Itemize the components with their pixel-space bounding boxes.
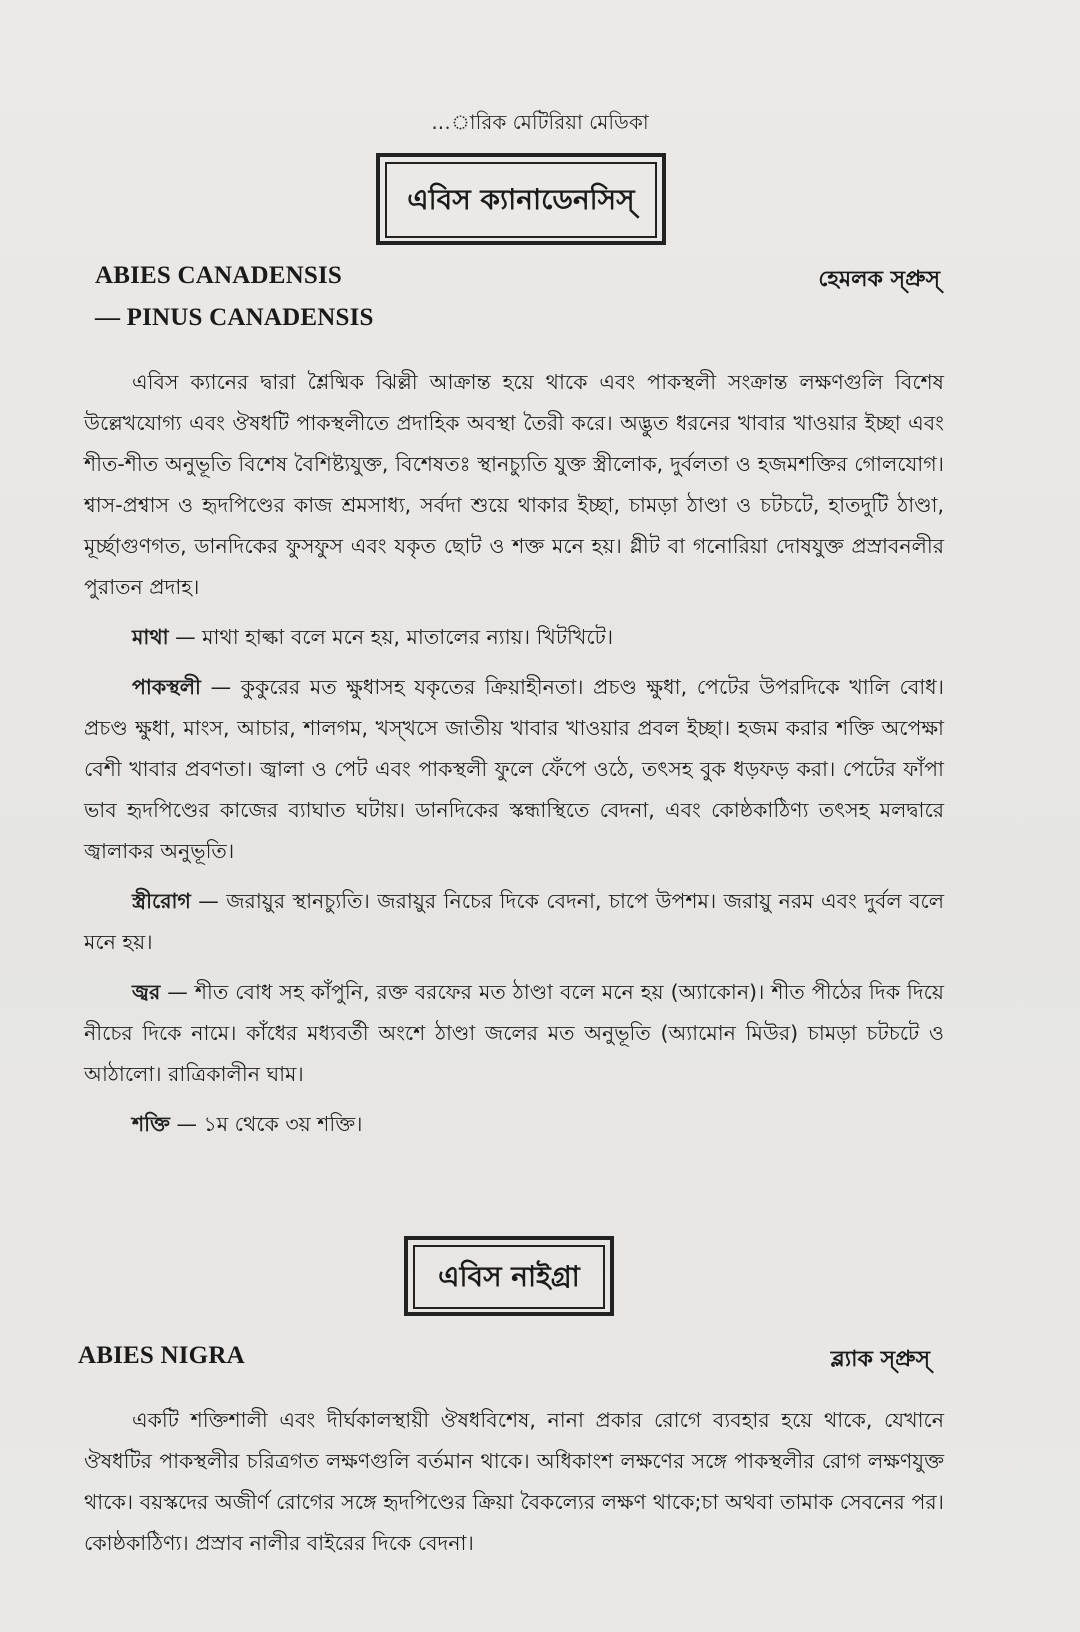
common-name: ব্ল্যাক স্প্রুস্ [830,1347,930,1372]
section-label: স্ত্রীরোগ [132,889,191,913]
intro-paragraph: একটি শক্তিশালী এবং দীর্ঘকালস্থায়ী ঔষধবিশেষ, নানা প্রকার রোগে ব্যবহার হয়ে থাকে, যেখানে ঔষধটির পাকস্থলীর চরিত্রগত লক্ষণগুলি বর্তমান থাকে। অধিকাংশ লক্ষণের সঙ্গে পাকস্থলীর রোগ লক্ষণযুক্ত থাকে। বয়স্কদের অজীর্ণ রোগের সঙ্গে হৃদপিণ্ডের ক্রিয়া বৈকল্যের লক্ষণ থাকে;চা অথবা তামাক সেবনের পর। কোষ্ঠকাঠিণ্য। প্রস্রাব নালীর বাইরের দিকে বেদনা। [84,1408,944,1555]
section-label: মাথা [132,625,169,649]
section-text: — কুকুরের মত ক্ষুধাসহ যকৃতের ক্রিয়াহীনতা। প্রচণ্ড ক্ষুধা, পেটের উপরদিকে খালি বোধ। প্রচণ্ড ক্ষুধা, মাংস, আচার, শালগম, খস্‌খসে জাতীয় খাবার খাওয়ার প্রবল ইচ্ছা। হজম করার শক্তি অপেক্ষা বেশী খাবার প্রবণতা। জ্বালা ও পেট এবং পাকস্থলী ফুলে ফেঁপে ওঠে, তৎসহ বুক ধড়ফড় করা। পেটের ফাঁপা ভাব হৃদপিণ্ডের কাজের ব্যাঘাত ঘটায়। ডানদিকের স্কন্ধাস্থিতে বেদনা, এবং কোষ্ঠকাঠিণ্য তৎসহ মলদ্বারে জ্বালাকর অনুভূতি। [84,675,944,863]
running-head: ...ারিক মেটিরিয়া মেডিকা [431,110,649,134]
section-paragraph [84,667,944,872]
entry-title-bengali: এবিস ক্যানাডেনসিস্ [385,162,657,238]
section-paragraph [84,1104,944,1145]
section-paragraph [84,617,944,658]
section-paragraph [84,881,944,963]
latin-name: ABIES NIGRA [78,1342,245,1369]
entry-title-box [404,1236,614,1316]
entry-title-box [376,153,666,245]
section-label: পাকস্থলী [132,675,201,699]
entry-body [84,362,944,1145]
section-paragraph [84,972,944,1095]
entry-body [84,1400,944,1564]
section-label: শক্তি [132,1112,170,1136]
intro-paragraph: এবিস ক্যানের দ্বারা শ্লৈষ্মিক ঝিল্লী আক্রান্ত হয়ে থাকে এবং পাকস্থলী সংক্রান্ত লক্ষণগুলি বিশেষ উল্লেখযোগ্য এবং ঔষধটি পাকস্থলীতে প্রদাহিক অবস্থা তৈরী করে। অদ্ভুত ধরনের খাবার খাওয়ার ইচ্ছা এবং শীত-শীত অনুভূতি বিশেষ বৈশিষ্ট্যযুক্ত, বিশেষতঃ স্থানচ্যুতি যুক্ত স্ত্রীলোক, দুর্বলতা ও হজমশক্তির গোলযোগ। শ্বাস-প্রশ্বাস ও হৃদপিণ্ডের কাজ শ্রমসাধ্য, সর্বদা শুয়ে থাকার ইচ্ছা, চামড়া ঠাণ্ডা ও চটচটে, হাতদুটি ঠাণ্ডা, মূর্চ্ছাগুণগত, ডানদিকের ফুসফুস এবং যকৃত ছোট ও শক্ত মনে হয়। গ্লীট বা গনোরিয়া দোষযুক্ত প্রস্রাবনলীর পুরাতন প্রদাহ। [84,370,944,599]
section-text: — ১ম থেকে ৩য় শক্তি। [169,1112,363,1136]
entry-title-bengali: এবিস নাইগ্রা [413,1245,605,1309]
section-text: — শীত বোধ সহ কাঁপুনি, রক্ত বরফের মত ঠাণ্ডা বলে মনে হয় (অ্যাকোন)। শীত পীঠের দিক দিয়ে নীচের দিকে নামে। কাঁধের মধ্যবর্তী অংশে ঠাণ্ডা জলের মত অনুভূতি (অ্যামোন মিউর) চামড়া চটচটে ও আঠালো। রাত্রিকালীন ঘাম। [84,980,944,1086]
common-name: হেমলক স্প্রুস্ [818,267,940,292]
section-text: — জরায়ুর স্থানচ্যুতি। জরায়ুর নিচের দিকে বেদনা, চাপে উপশম। জরায়ু নরম এবং দুর্বল বলে মনে হয়। [84,889,944,954]
section-label: জ্বর [132,980,161,1004]
latin-name: ABIES CANADENSIS [95,262,343,289]
latin-synonym: — PINUS CANADENSIS [95,304,374,331]
section-text: — মাথা হাল্কা বলে মনে হয়, মাতালের ন্যায়। খিটখিটে। [168,625,614,649]
